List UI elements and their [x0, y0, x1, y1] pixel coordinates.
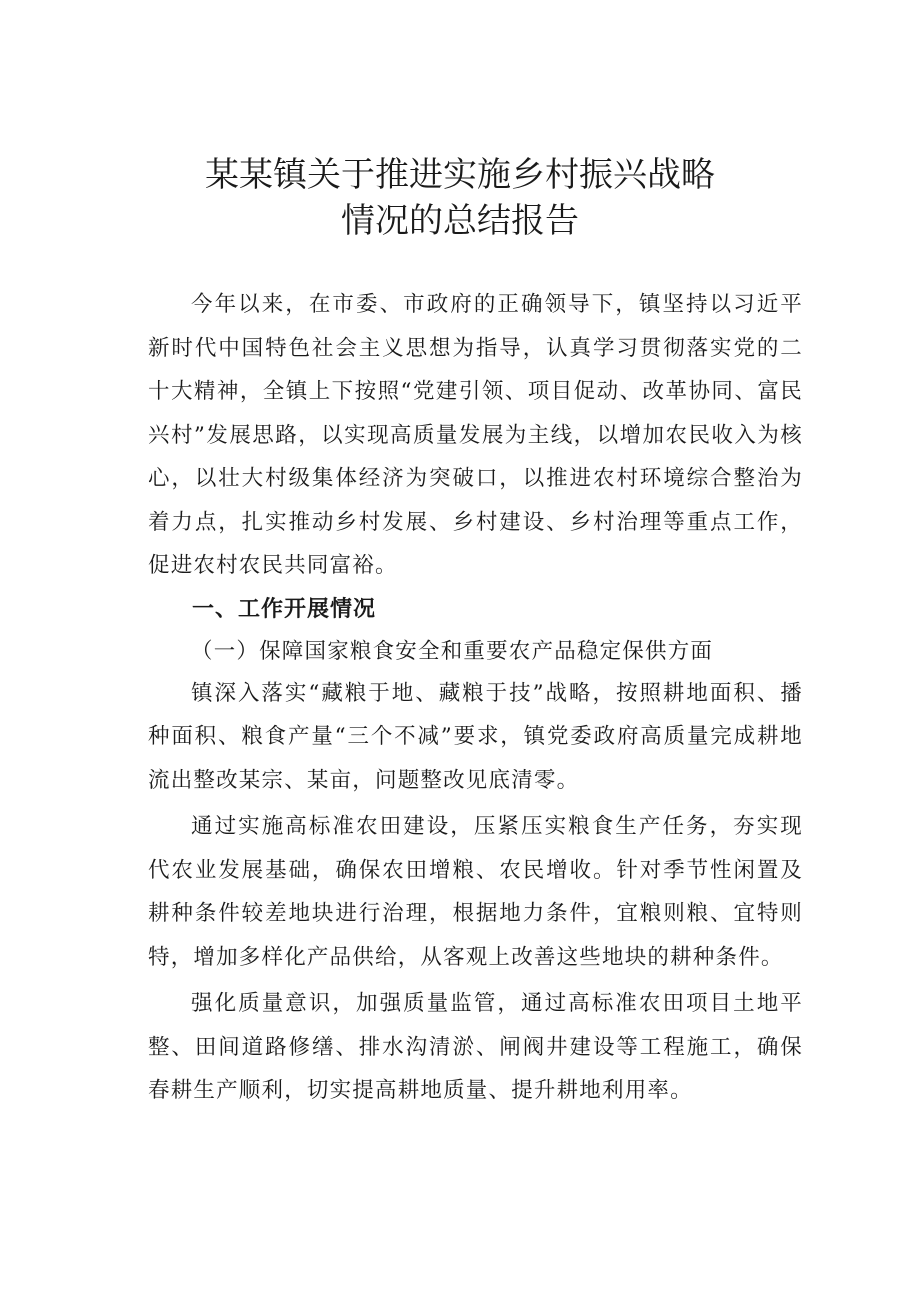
title-line-2: 情况的总结报告	[341, 201, 579, 241]
body-paragraph: 强化质量意识，加强质量监管，通过高标准农田项目土地平整、田间道路修缮、排水沟清淤、闸阀井建设等工程施工，确保春耕生产顺利，切实提高耕地质量、提升耕地利用率。	[148, 991, 803, 1103]
document-title	[0, 152, 920, 244]
title-line-1: 某某镇关于推进实施乡村振兴战略	[205, 155, 715, 195]
document-body	[148, 283, 803, 1113]
intro-paragraph: 今年以来，在市委、市政府的正确领导下，镇坚持以习近平新时代中国特色社会主义思想为指导，认真学习贯彻落实党的二十大精神，全镇上下按照“党建引领、项目促动、改革协同、富民兴村”发展思路，以实现高质量发展为主线，以增加农民收入为核心，以壮大村级集体经济为突破口，以推进农村环境综合整治为着力点，扎实推动乡村发展、乡村建设、乡村治理等重点工作，促进农村农民共同富裕。	[148, 292, 803, 578]
section-heading: 一、工作开展情况	[192, 596, 377, 622]
body-paragraph: 通过实施高标准农田建设，压紧压实粮食生产任务，夯实现代农业发展基础，确保农田增粮、农民增收。针对季节性闲置及耕种条件较差地块进行治理，根据地力条件，宜粮则粮、宜特则特，增加多样化产品供给，从客观上改善这些地块的耕种条件。	[148, 814, 803, 970]
body-paragraph: 镇深入落实“藏粮于地、藏粮于技”战略，按照耕地面积、播种面积、粮食产量“三个不减”要求，镇党委政府高质量完成耕地流出整改某宗、某亩，问题整改见底清零。	[148, 680, 803, 793]
subsection-heading: （一）保障国家粮食安全和重要农产品稳定保供方面	[191, 638, 714, 664]
